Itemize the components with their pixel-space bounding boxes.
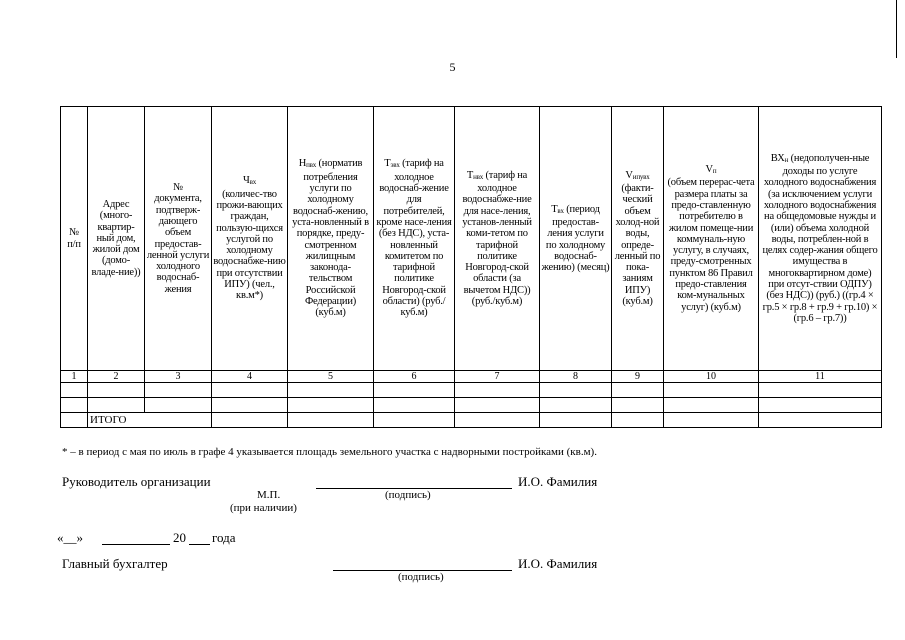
- column-number-row: [61, 371, 882, 383]
- accountant-signature-caption: (подпись): [398, 571, 444, 583]
- table-cell: [540, 383, 612, 398]
- page-edge-mark: [896, 0, 897, 58]
- header-col-6: Тэвх (тариф на холодное водоснаб-жение для потребителей, кроме насе-ления (без НДС), уста-новленный комитетом по тарифной политике Новгород-ской области) (руб./куб.м): [374, 107, 455, 371]
- table-cell: [540, 398, 612, 413]
- table-cell: [374, 413, 455, 428]
- header-col-3: № документа, подтверж-дающего объем предостав-ленной услуги холодного водоснаб-жения: [145, 107, 212, 371]
- table-cell: [212, 413, 288, 428]
- table-cell: [88, 398, 145, 413]
- total-label: ИТОГО: [88, 413, 212, 428]
- table-cell: [455, 383, 540, 398]
- header-row: [61, 107, 882, 371]
- column-number: 2: [88, 371, 145, 383]
- table-cell: [455, 398, 540, 413]
- date-open-quote: «: [57, 530, 64, 545]
- stamp-label: М.П.: [257, 489, 281, 501]
- header-col-11: ВХн (недополучен-ные доходы по услуге холодного водоснабжения (за исключением услуги холодного водоснабжения на общедомовые нужды и (или) объема холодной воды, потреблен-ной в целях содер-жания общего имущества в многоквартирном доме) при отсут-ствии ОДПУ) (без НДС)) (руб.) ((гр.4 × гр.5 × гр.8 + гр.9 + гр.10) × (гр.6 – гр.7)): [759, 107, 882, 371]
- table-row: [61, 398, 882, 413]
- table-cell: [374, 398, 455, 413]
- date-line: [57, 530, 83, 546]
- table-cell: [288, 413, 374, 428]
- header-col-7: Тнвх (тариф на холодное водоснабже-ние для насе-ления, установ-ленный коми-тетом по тарифной политике Новгород-ской области (за вычетом НДС)) (руб./куб.м): [455, 107, 540, 371]
- report-table: [60, 106, 882, 428]
- page-number: 5: [449, 60, 456, 74]
- table-cell: [612, 383, 664, 398]
- header-col-9: Vипувх (факти-ческий объем холод-ной воды, опреде-ленный по пока-заниям ИПУ) (куб.м): [612, 107, 664, 371]
- table-cell: [145, 383, 212, 398]
- table-cell: [455, 413, 540, 428]
- column-number: 11: [759, 371, 882, 383]
- column-number: 5: [288, 371, 374, 383]
- column-number: 1: [61, 371, 88, 383]
- column-number: 7: [455, 371, 540, 383]
- table-cell: [288, 383, 374, 398]
- column-number: 9: [612, 371, 664, 383]
- header-col-4: Чвх (количес-тво прожи-вающих граждан, пользую-щихся услугой по холодному водоснабже-нию при отсутствии ИПУ) (чел., кв.м*): [212, 107, 288, 371]
- table-cell: [212, 398, 288, 413]
- table-cell: [145, 398, 212, 413]
- table-cell: [664, 383, 759, 398]
- table-cell: [61, 413, 88, 428]
- total-row: [61, 413, 882, 428]
- table-cell: [88, 383, 145, 398]
- table-cell: [540, 413, 612, 428]
- date-day-blank: __: [63, 530, 77, 545]
- date-year-suffix: года: [212, 530, 236, 545]
- column-number: 8: [540, 371, 612, 383]
- date-year-line: [189, 544, 210, 545]
- table-cell: [612, 398, 664, 413]
- column-number: 3: [145, 371, 212, 383]
- table-cell: [288, 398, 374, 413]
- head-signature-caption: (подпись): [385, 489, 431, 501]
- table-cell: [61, 383, 88, 398]
- table-cell: [664, 398, 759, 413]
- table-cell: [759, 398, 882, 413]
- header-col-2: Адрес (много-квартир-ный дом, жилой дом (домо-владе-ние)): [88, 107, 145, 371]
- header-col-5: Нпвх (норматив потребления услуги по холодному водоснаб-жению, уста-новленный в порядке, преду-смотренном жилищным законода-тельством Российской Федерации) (куб.м): [288, 107, 374, 371]
- header-col-8: Твх (период предостав-ления услуги по холодному водоснаб-жению) (месяц): [540, 107, 612, 371]
- table-cell: [374, 383, 455, 398]
- accountant-title: Главный бухгалтер: [62, 556, 168, 571]
- table-cell: [61, 398, 88, 413]
- header-col-1: № п/п: [61, 107, 88, 371]
- accountant-name: И.О. Фамилия: [518, 556, 598, 571]
- stamp-note: (при наличии): [230, 502, 297, 514]
- date-year-prefix: 20: [173, 530, 186, 545]
- table-cell: [212, 383, 288, 398]
- head-name: И.О. Фамилия: [518, 474, 598, 489]
- table-cell: [759, 413, 882, 428]
- column-number: 6: [374, 371, 455, 383]
- column-number: 4: [212, 371, 288, 383]
- table-cell: [759, 383, 882, 398]
- date-close-quote: »: [76, 530, 83, 545]
- head-title: Руководитель организации: [62, 474, 211, 489]
- table-cell: [612, 413, 664, 428]
- table-cell: [664, 413, 759, 428]
- column-number: 10: [664, 371, 759, 383]
- header-col-10: Vп (объем перерас-чета размера платы за предо-ставленную потребителю в жилом помеще-нии коммуналь-ную услугу, в случаях, преду-смотренных пунктом 86 Правил предо-ставления ком-мунальных услуг) (куб.м): [664, 107, 759, 371]
- table-row: [61, 383, 882, 398]
- footnote: * – в период с мая по июль в графе 4 указывается площадь земельного участка с надворными постройками (кв.м).: [62, 446, 597, 458]
- date-month-line: [102, 544, 170, 545]
